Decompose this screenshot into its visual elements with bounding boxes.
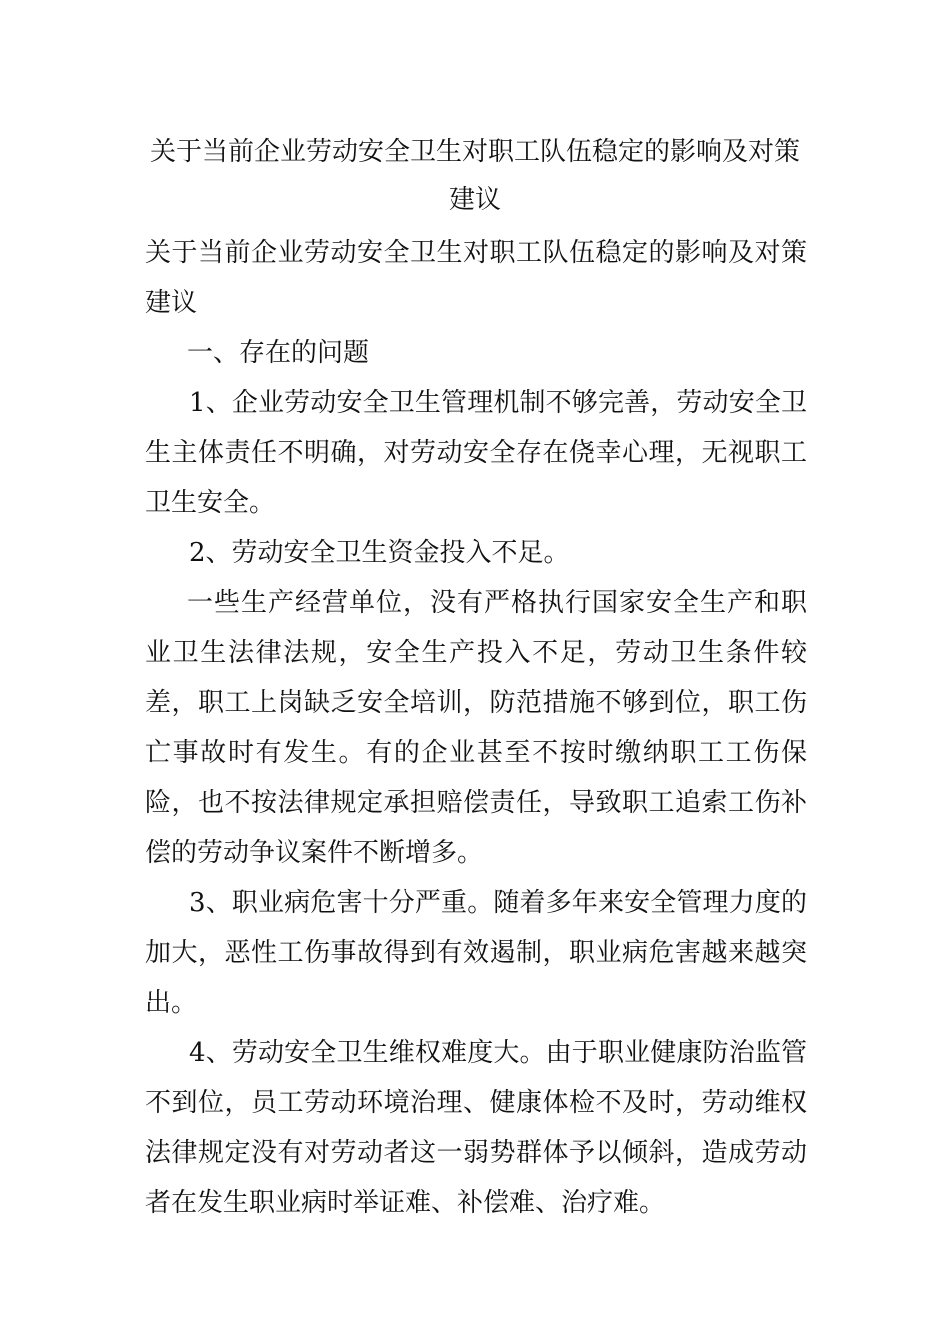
- paragraph-item-3: 3、职业病危害十分严重。随着多年来安全管理力度的加大，恶性工伤事故得到有效遏制，职业病危害越来越突出。: [145, 888, 807, 1018]
- paragraph-item-1: 1、企业劳动安全卫生管理机制不够完善，劳动安全卫生主体责任不明确，对劳动安全存在侥幸心理，无视职工卫生安全。: [145, 388, 807, 518]
- document-title: 关于当前企业劳动安全卫生对职工队伍稳定的影响及对策建议: [149, 137, 800, 215]
- paragraph-item-2: 2、劳动安全卫生资金投入不足。: [189, 538, 570, 568]
- paragraph-item-4: 4、劳动安全卫生维权难度大。由于职业健康防治监管不到位，员工劳动环境治理、健康体检不及时，劳动维权法律规定没有对劳动者这一弱势群体予以倾斜，造成劳动者在发生职业病时举证难、补偿难、治疗难。: [145, 1038, 807, 1218]
- paragraph-detail: 一些生产经营单位，没有严格执行国家安全生产和职业卫生法律法规，安全生产投入不足，劳动卫生条件较差，职工上岗缺乏安全培训，防范措施不够到位，职工伤亡事故时有发生。有的企业甚至不按时缴纳职工工伤保险，也不按法律规定承担赔偿责任，导致职工追索工伤补偿的劳动争议案件不断增多。: [145, 588, 807, 868]
- heading-repeat: 关于当前企业劳动安全卫生对职工队伍稳定的影响及对策建议: [145, 238, 807, 318]
- section-heading-problems: 一、存在的问题: [187, 338, 370, 368]
- document-body: [145, 228, 807, 1228]
